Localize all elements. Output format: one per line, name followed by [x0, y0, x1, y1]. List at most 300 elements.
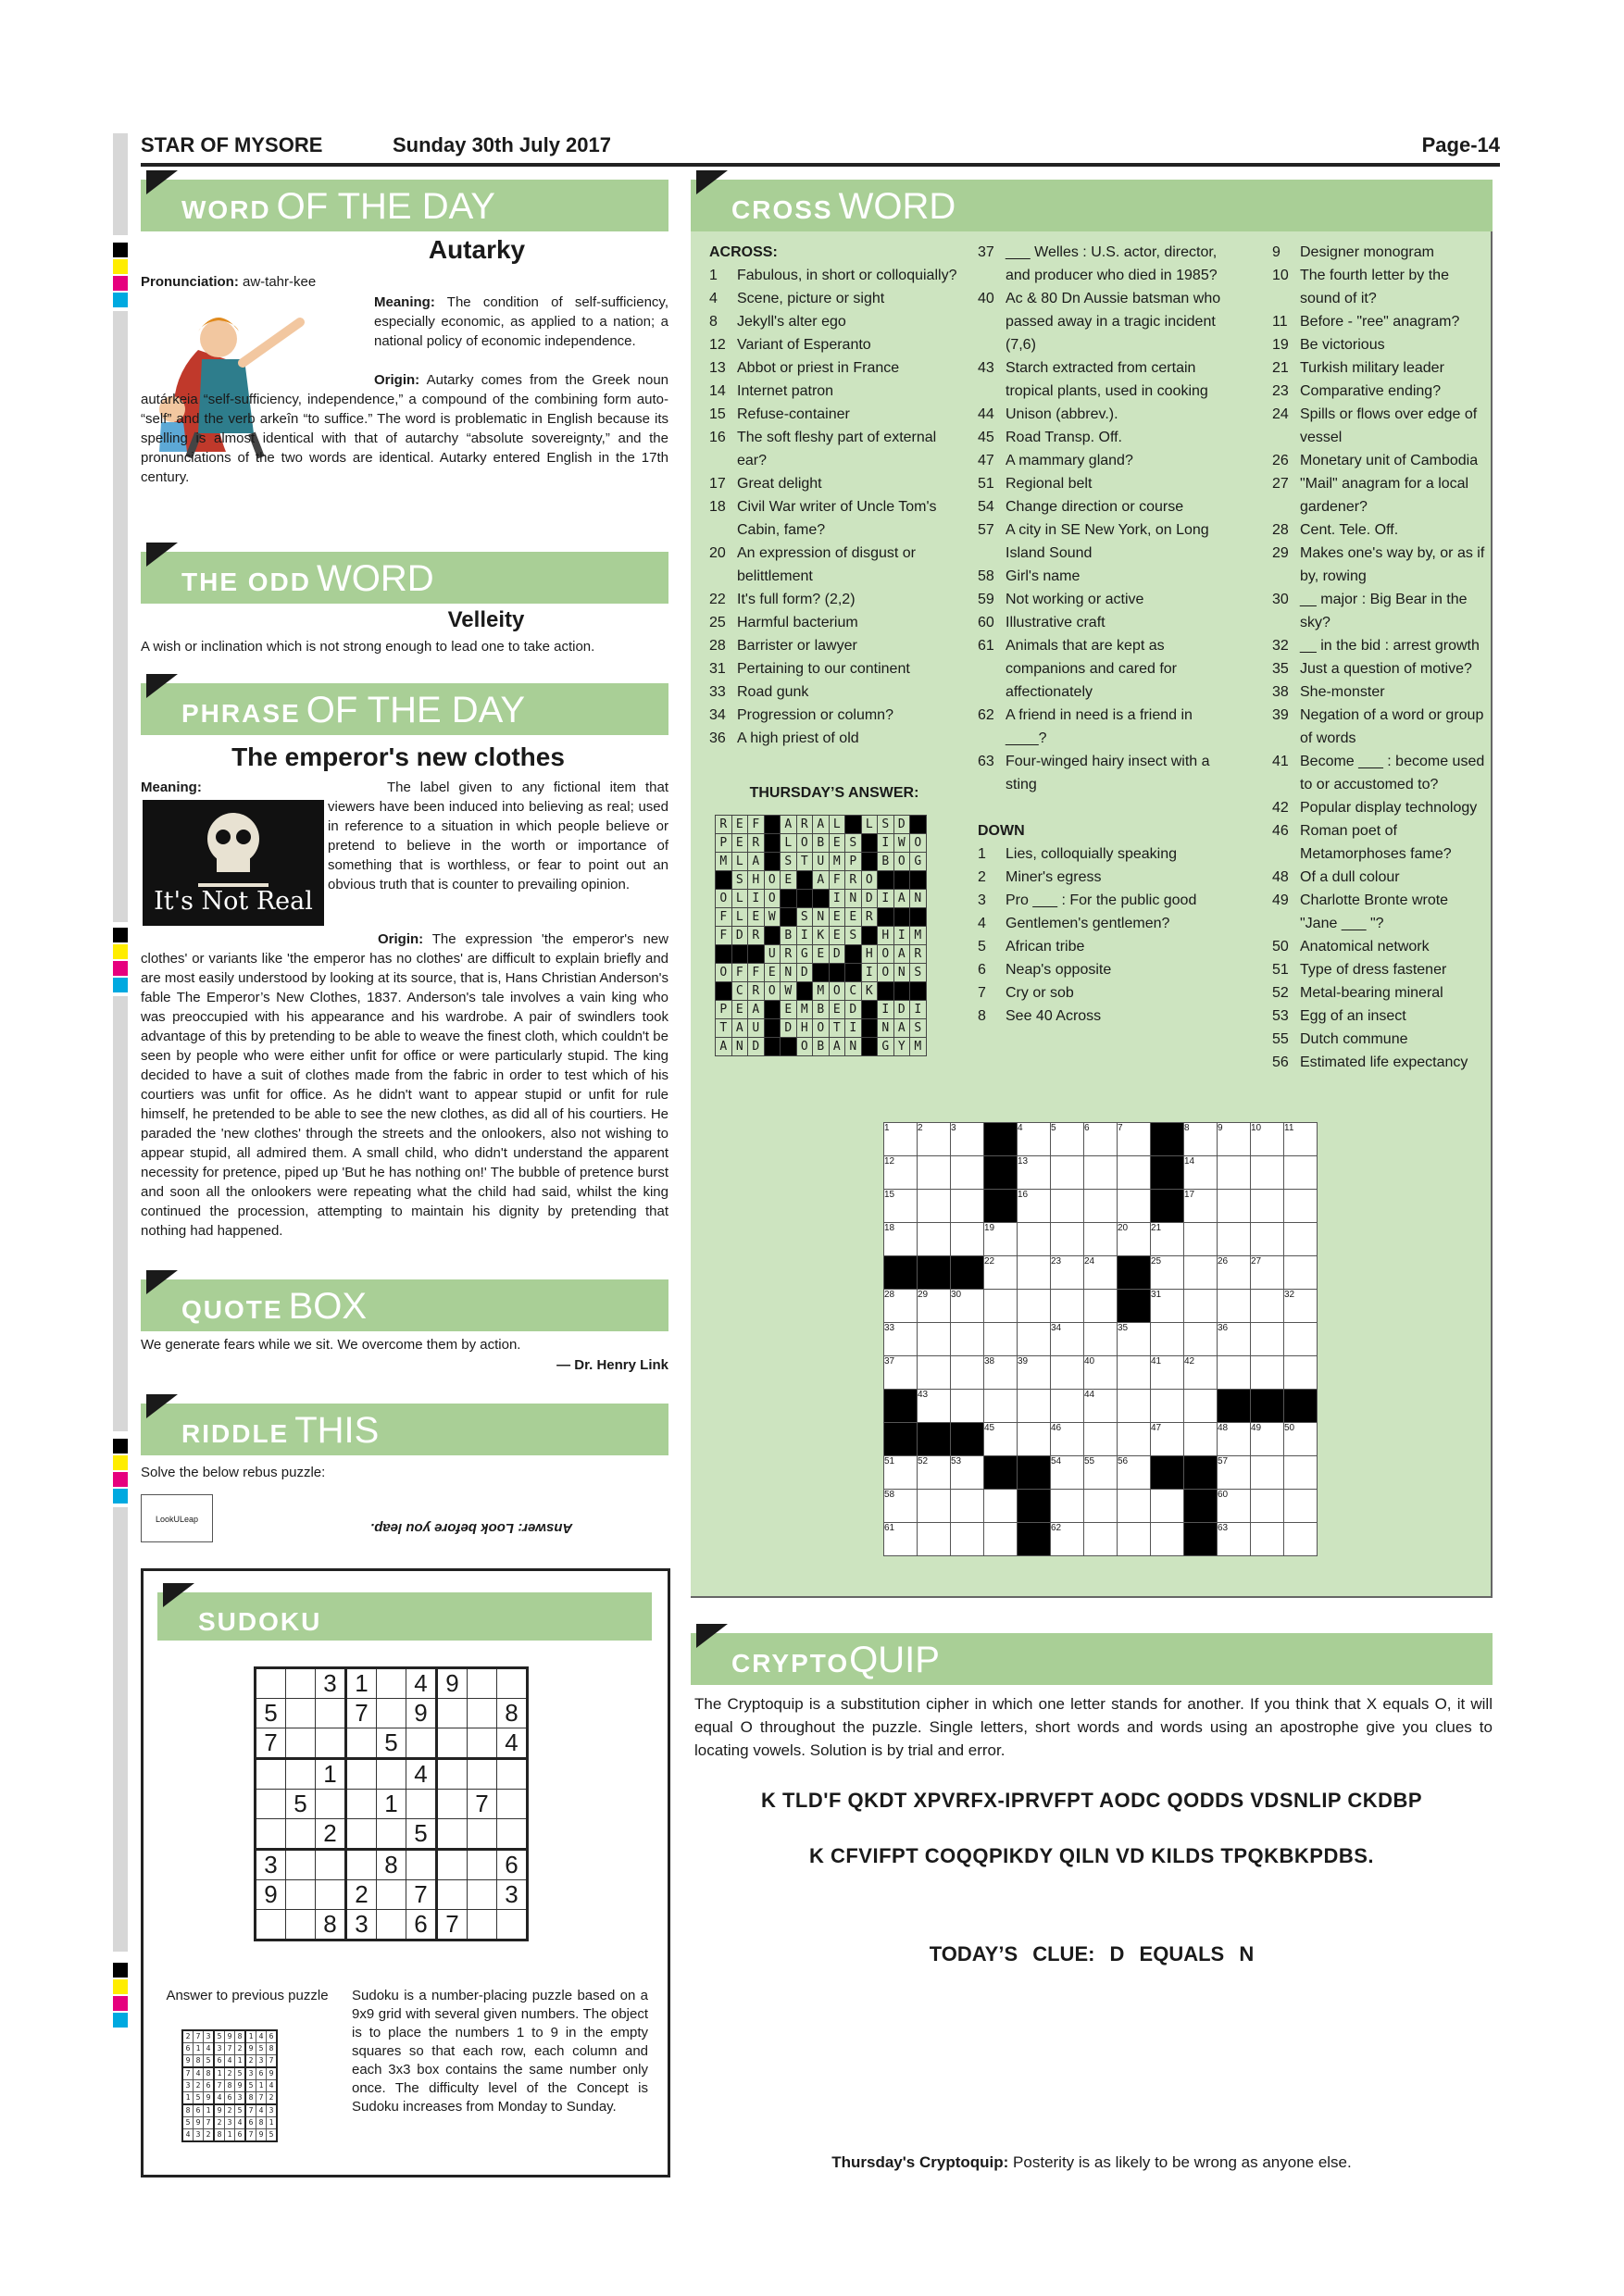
phrase-title: The emperor's new clothes	[231, 742, 565, 771]
previous-sudoku-cell: 5	[204, 2055, 215, 2068]
previous-sudoku-cell: 9	[235, 2080, 246, 2092]
cryptoquip-intro: The Cryptoquip is a substitution cipher in which one letter stands for another. If you think that X equals O, it will equal O throughout the puzzle. Single letters, short words and words using an apostrophe give you clues to locating vowels. Solution is by trial and error.	[694, 1695, 1493, 1759]
sudoku-cell	[406, 1790, 437, 1819]
previous-sudoku-grid	[181, 2029, 278, 2142]
answer-cell: N	[910, 890, 927, 908]
previous-sudoku-cell: 9	[225, 2030, 235, 2043]
crossword-cell[interactable]: 42	[1184, 1356, 1218, 1390]
answer-cell: M	[910, 1038, 927, 1056]
crossword-cell[interactable]	[1251, 1290, 1284, 1323]
previous-sudoku-cell: 1	[245, 2030, 256, 2043]
crossword-cell[interactable]: 47	[1151, 1423, 1184, 1456]
crossword-cell[interactable]	[1051, 1356, 1084, 1390]
crossword-cell[interactable]: 32	[1284, 1290, 1318, 1323]
sudoku-cell	[316, 1699, 346, 1728]
crossword-cell[interactable]: 30	[951, 1290, 984, 1323]
previous-sudoku-cell: 6	[182, 2043, 194, 2055]
crossword-block	[1151, 1456, 1184, 1490]
previous-sudoku-cell: 3	[204, 2030, 215, 2043]
crossword-cell[interactable]	[1218, 1290, 1251, 1323]
crossword-cell[interactable]: 54	[1051, 1456, 1084, 1490]
crossword-cell[interactable]	[1284, 1156, 1318, 1190]
crossword-block	[984, 1123, 1018, 1156]
clue-item: 42 Popular display technology	[1272, 800, 1478, 816]
previous-sudoku-cell: 9	[194, 2117, 204, 2129]
sudoku-cell	[468, 1699, 497, 1728]
crossword-cell[interactable]	[1118, 1490, 1151, 1523]
crossword-cell[interactable]: 63	[1218, 1523, 1251, 1556]
crossword-block	[884, 1423, 918, 1456]
crossword-cell[interactable]: 15	[884, 1190, 918, 1223]
crossword-cell[interactable]: 36	[1218, 1323, 1251, 1356]
answer-cell: D	[893, 1001, 910, 1019]
crossword-cell[interactable]	[1284, 1190, 1318, 1223]
answer-cell: I	[878, 890, 894, 908]
sudoku-cell	[256, 1759, 286, 1790]
crossword-cell[interactable]	[1018, 1256, 1051, 1290]
cryptoquip-line-1: K TLD'F QKDT XPVRFX-IPRVFPT AODC QODDS VDSNLIP CKDBP	[760, 1789, 1423, 1812]
crossword-cell[interactable]	[951, 1223, 984, 1256]
sudoku-cell	[377, 1759, 406, 1790]
crossword-cell[interactable]	[1151, 1323, 1184, 1356]
crossword-cell[interactable]: 29	[918, 1290, 951, 1323]
crossword-cell[interactable]: 31	[1151, 1290, 1184, 1323]
crossword-cell[interactable]	[1284, 1223, 1318, 1256]
crossword-cell[interactable]	[1118, 1423, 1151, 1456]
crossword-cell[interactable]: 56	[1118, 1456, 1151, 1490]
clue-item: 28 Barrister or lawyer	[709, 638, 857, 654]
crossword-cell[interactable]: 58	[884, 1490, 918, 1523]
crossword-cell[interactable]	[951, 1190, 984, 1223]
crossword-cell[interactable]	[1251, 1156, 1284, 1190]
quote-band: QUOTE BOX	[141, 1279, 668, 1331]
sudoku-cell	[437, 1759, 468, 1790]
clue-item: 15 Refuse-container	[709, 406, 850, 422]
previous-sudoku-cell: 2	[204, 2129, 215, 2142]
crossword-cell[interactable]	[1251, 1523, 1284, 1556]
crossword-cell[interactable]: 3	[951, 1123, 984, 1156]
crossword-cell[interactable]: 44	[1084, 1390, 1118, 1423]
crossword-cell[interactable]: 5	[1051, 1123, 1084, 1156]
crossword-block	[951, 1256, 984, 1290]
clue-item: 45 Road Transp. Off.	[978, 430, 1122, 445]
crossword-cell[interactable]	[918, 1323, 951, 1356]
crossword-cell[interactable]: 22	[984, 1256, 1018, 1290]
previous-sudoku-cell: 1	[194, 2043, 204, 2055]
crossword-cell[interactable]: 49	[1251, 1423, 1284, 1456]
crossword-cell[interactable]	[1251, 1223, 1284, 1256]
sudoku-band: SUDOKU	[157, 1592, 652, 1641]
answer-cell	[764, 834, 781, 853]
answer-cell: M	[910, 927, 927, 945]
crossword-cell[interactable]	[1051, 1290, 1084, 1323]
crossword-cell[interactable]: 6	[1084, 1123, 1118, 1156]
crossword-cell[interactable]	[1184, 1290, 1218, 1323]
crossword-cell[interactable]	[1284, 1456, 1318, 1490]
sudoku-cell	[346, 1728, 377, 1759]
color-swatch-cyan	[113, 2013, 128, 2028]
crossword-cell[interactable]	[1084, 1190, 1118, 1223]
crossword-cell[interactable]	[1151, 1390, 1184, 1423]
crossword-cell[interactable]	[918, 1190, 951, 1223]
answer-cell: B	[813, 834, 830, 853]
crossword-cell[interactable]: 52	[918, 1456, 951, 1490]
crossword-cell[interactable]	[1251, 1490, 1284, 1523]
sudoku-cell: 9	[437, 1668, 468, 1699]
crossword-cell[interactable]	[1084, 1490, 1118, 1523]
crossword-cell[interactable]	[984, 1490, 1018, 1523]
crossword-cell[interactable]	[1251, 1356, 1284, 1390]
previous-sudoku-cell: 5	[235, 2104, 246, 2117]
previous-sudoku-cell: 3	[267, 2104, 278, 2117]
sudoku-cell	[497, 1819, 528, 1850]
clue-item: 27 "Mail" anagram for a local gardener?	[1272, 476, 1469, 515]
previous-sudoku-cell: 2	[225, 2067, 235, 2080]
answer-cell: I	[878, 1001, 894, 1019]
answer-cell: D	[893, 816, 910, 834]
crossword-cell[interactable]	[1251, 1190, 1284, 1223]
crossword-cell[interactable]: 51	[884, 1456, 918, 1490]
clue-item: 31 Pertaining to our continent	[709, 661, 910, 677]
previous-sudoku-cell: 8	[182, 2104, 194, 2117]
crossword-cell[interactable]	[918, 1490, 951, 1523]
previous-sudoku-cell: 7	[245, 2129, 256, 2142]
crossword-cell[interactable]: 61	[884, 1523, 918, 1556]
answer-cell: T	[829, 1019, 845, 1038]
crossword-cell[interactable]: 1	[884, 1123, 918, 1156]
sudoku-cell	[286, 1850, 316, 1880]
sudoku-cell	[377, 1880, 406, 1910]
clue-item: 44 Unison (abbrev.).	[978, 406, 1118, 422]
answer-cell	[764, 1019, 781, 1038]
answer-cell	[845, 816, 862, 834]
answer-cell: D	[796, 964, 813, 982]
clue-item: 61 Animals that are kept as companions and cared for affectionately	[978, 638, 1177, 700]
sudoku-cell	[497, 1910, 528, 1940]
answer-cell	[764, 816, 781, 834]
crossword-cell[interactable]	[1284, 1490, 1318, 1523]
answer-cell: R	[861, 908, 878, 927]
answer-cell: K	[861, 982, 878, 1001]
answer-cell: N	[813, 908, 830, 927]
crossword-cell[interactable]	[1018, 1390, 1051, 1423]
crossword-cell[interactable]	[984, 1523, 1018, 1556]
crossword-cell[interactable]: 9	[1218, 1123, 1251, 1156]
crossword-cell[interactable]	[918, 1523, 951, 1556]
answer-cell: E	[731, 834, 748, 853]
crossword-cell[interactable]	[1184, 1223, 1218, 1256]
previous-sudoku-cell: 6	[256, 2067, 267, 2080]
crossword-cell[interactable]	[1018, 1290, 1051, 1323]
sudoku-cell	[346, 1790, 377, 1819]
sudoku-cell	[377, 1910, 406, 1940]
crossword-cell[interactable]: 12	[884, 1156, 918, 1190]
crossword-cell[interactable]	[1118, 1356, 1151, 1390]
answer-cell: I	[878, 834, 894, 853]
crossword-cell[interactable]: 17	[1184, 1190, 1218, 1223]
crossword-cell[interactable]: 26	[1218, 1256, 1251, 1290]
crossword-cell[interactable]	[951, 1156, 984, 1190]
clue-item: 52 Metal-bearing mineral	[1272, 985, 1443, 1001]
crossword-cell[interactable]	[1251, 1323, 1284, 1356]
odd-word-definition: A wish or inclination which is not strong enough to lead one to take action.	[141, 639, 595, 655]
crossword-cell[interactable]: 23	[1051, 1256, 1084, 1290]
sudoku-cell	[468, 1728, 497, 1759]
crossword-cell[interactable]: 40	[1084, 1356, 1118, 1390]
clue-item: 1 Lies, colloquially speaking	[978, 846, 1177, 862]
crossword-cell[interactable]	[1084, 1423, 1118, 1456]
clue-item: 26 Monetary unit of Cambodia	[1272, 453, 1479, 468]
answer-cell	[910, 871, 927, 890]
crossword-block	[1151, 1123, 1184, 1156]
crossword-cell[interactable]: 41	[1151, 1356, 1184, 1390]
crossword-cell[interactable]: 55	[1084, 1456, 1118, 1490]
previous-answer-label: Answer to previous puzzle	[166, 1988, 329, 2003]
crossword-block	[918, 1423, 951, 1456]
cryptoquip-line-2: K CFVIFPT COQQPIKDY QILN VD KILDS TPQKBKPDBS.	[808, 1844, 1375, 1867]
crossword-cell[interactable]	[1084, 1156, 1118, 1190]
previous-sudoku-cell: 6	[245, 2117, 256, 2129]
clue-item: 3 Pro ___ : For the public good	[978, 892, 1197, 908]
answer-cell: E	[829, 1001, 845, 1019]
crossword-cell[interactable]: 45	[984, 1423, 1018, 1456]
crossword-cell[interactable]	[1218, 1223, 1251, 1256]
crossword-cell[interactable]	[1218, 1156, 1251, 1190]
answer-cell: N	[878, 1019, 894, 1038]
crossword-cell[interactable]	[1218, 1356, 1251, 1390]
answer-cell: S	[796, 908, 813, 927]
previous-sudoku-cell: 4	[214, 2092, 225, 2105]
clue-item: 17 Great delight	[709, 476, 822, 492]
answer-cell: N	[893, 964, 910, 982]
crossword-cell[interactable]: 18	[884, 1223, 918, 1256]
sudoku-cell	[437, 1790, 468, 1819]
sudoku-cell: 7	[256, 1728, 286, 1759]
answer-cell: U	[748, 1019, 765, 1038]
crossword-cell[interactable]: 37	[884, 1356, 918, 1390]
sudoku-cell	[406, 1728, 437, 1759]
crossword-cell[interactable]: 11	[1284, 1123, 1318, 1156]
crossword-cell[interactable]: 21	[1151, 1223, 1184, 1256]
crossword-cell[interactable]: 43	[918, 1390, 951, 1423]
previous-sudoku-cell: 7	[245, 2104, 256, 2117]
crossword-cell[interactable]	[1051, 1390, 1084, 1423]
crossword-cell[interactable]	[1051, 1190, 1084, 1223]
answer-cell: N	[781, 964, 797, 982]
crossword-cell[interactable]	[951, 1523, 984, 1556]
crossword-cell[interactable]: 33	[884, 1323, 918, 1356]
sudoku-cell: 9	[256, 1880, 286, 1910]
crossword-cell[interactable]	[1018, 1323, 1051, 1356]
crossword-cell[interactable]: 62	[1051, 1523, 1084, 1556]
crossword-cell[interactable]	[1118, 1156, 1151, 1190]
clue-item: 19 Be victorious	[1272, 337, 1385, 353]
color-swatch-black	[113, 1439, 128, 1454]
answer-cell: F	[731, 964, 748, 982]
previous-sudoku-cell: 1	[214, 2067, 225, 2080]
crossword-cell[interactable]	[1184, 1323, 1218, 1356]
crossword-cell[interactable]	[1284, 1256, 1318, 1290]
crossword-cell[interactable]	[1284, 1523, 1318, 1556]
crossword-cell[interactable]	[1218, 1190, 1251, 1223]
sudoku-cell	[286, 1759, 316, 1790]
crossword-cell[interactable]	[951, 1323, 984, 1356]
crossword-cell[interactable]	[1184, 1423, 1218, 1456]
crossword-cell[interactable]	[1118, 1523, 1151, 1556]
answer-cell: R	[781, 945, 797, 964]
answer-cell: D	[829, 945, 845, 964]
answer-cell	[861, 1001, 878, 1019]
crossword-block	[1018, 1456, 1051, 1490]
crossword-cell[interactable]: 27	[1251, 1256, 1284, 1290]
answer-cell: G	[910, 853, 927, 871]
crossword-cell[interactable]: 10	[1251, 1123, 1284, 1156]
color-swatch-black	[113, 928, 128, 942]
crossword-block	[1151, 1190, 1184, 1223]
sudoku-cell	[286, 1910, 316, 1940]
sudoku-cell	[286, 1819, 316, 1850]
clue-item: 25 Harmful bacterium	[709, 615, 858, 630]
crossword-cell[interactable]	[1084, 1523, 1118, 1556]
crossword-cell[interactable]	[1251, 1456, 1284, 1490]
crossword-cell[interactable]	[951, 1356, 984, 1390]
crossword-cell[interactable]: 19	[984, 1223, 1018, 1256]
crossword-cell[interactable]: 34	[1051, 1323, 1084, 1356]
answer-cell	[796, 871, 813, 890]
answer-cell: N	[845, 1038, 862, 1056]
crossword-cell[interactable]	[918, 1356, 951, 1390]
clue-item: 51 Type of dress fastener	[1272, 962, 1447, 978]
crossword-cell[interactable]	[1084, 1223, 1118, 1256]
crossword-cell[interactable]	[1118, 1390, 1151, 1423]
sudoku-cell: 3	[346, 1910, 377, 1940]
crossword-cell[interactable]	[1018, 1223, 1051, 1256]
crossword-cell[interactable]: 16	[1018, 1190, 1051, 1223]
sudoku-cell: 6	[406, 1910, 437, 1940]
crossword-cell[interactable]: 20	[1118, 1223, 1151, 1256]
crossword-cell[interactable]	[1084, 1290, 1118, 1323]
previous-sudoku-cell: 2	[225, 2104, 235, 2117]
previous-sudoku-cell: 3	[256, 2055, 267, 2068]
crossword-cell[interactable]: 4	[1018, 1123, 1051, 1156]
previous-sudoku-cell: 7	[194, 2030, 204, 2043]
crossword-cell[interactable]: 60	[1218, 1490, 1251, 1523]
clue-item: 30 __ major : Big Bear in the sky?	[1272, 592, 1468, 630]
crossword-block	[984, 1190, 1018, 1223]
crossword-cell[interactable]	[1018, 1423, 1051, 1456]
crossword-cell[interactable]: 7	[1118, 1123, 1151, 1156]
answer-cell: B	[813, 1038, 830, 1056]
header-rule	[141, 163, 1500, 167]
answer-cell: L	[781, 834, 797, 853]
crossword-cell[interactable]	[951, 1490, 984, 1523]
answer-cell: O	[796, 834, 813, 853]
answer-cell	[716, 982, 732, 1001]
color-swatch-yellow	[113, 944, 128, 959]
answer-cell: P	[845, 853, 862, 871]
registration-bar	[113, 1507, 128, 1952]
clue-item: 36 A high priest of old	[709, 730, 859, 746]
answer-cell: A	[748, 853, 765, 871]
answer-cell	[781, 1038, 797, 1056]
sudoku-cell	[316, 1728, 346, 1759]
crossword-cell[interactable]: 48	[1218, 1423, 1251, 1456]
crossword-cell[interactable]	[1151, 1523, 1184, 1556]
crossword-cell[interactable]	[1184, 1256, 1218, 1290]
crossword-cell[interactable]: 2	[918, 1123, 951, 1156]
crossword-cell[interactable]: 25	[1151, 1256, 1184, 1290]
crossword-cell[interactable]	[1084, 1323, 1118, 1356]
crossword-cell[interactable]: 24	[1084, 1256, 1118, 1290]
crossword-cell[interactable]: 53	[951, 1456, 984, 1490]
answer-cell	[910, 908, 927, 927]
crossword-cell[interactable]: 8	[1184, 1123, 1218, 1156]
clue-item: 62 A friend in need is a friend in ____?	[978, 707, 1193, 746]
crossword-cell[interactable]: 28	[884, 1290, 918, 1323]
crossword-cell[interactable]	[1051, 1223, 1084, 1256]
clue-item: 5 African tribe	[978, 939, 1085, 955]
crossword-cell[interactable]: 39	[1018, 1356, 1051, 1390]
previous-sudoku-cell: 4	[256, 2030, 267, 2043]
answer-cell	[781, 908, 797, 927]
phrase-meaning-line: Meaning:	[141, 780, 202, 795]
crossword-cell[interactable]: 50	[1284, 1423, 1318, 1456]
answer-cell: B	[813, 1001, 830, 1019]
clue-item: 38 She-monster	[1272, 684, 1385, 700]
crossword-cell[interactable]: 57	[1218, 1456, 1251, 1490]
clue-item: 34 Progression or column?	[709, 707, 893, 723]
crossword-cell[interactable]	[984, 1290, 1018, 1323]
crossword-cell[interactable]: 46	[1051, 1423, 1084, 1456]
clue-item: 24 Spills or flows over edge of vessel	[1272, 406, 1478, 445]
answer-cell	[796, 890, 813, 908]
crossword-cell[interactable]	[1051, 1490, 1084, 1523]
crossword-cell[interactable]	[984, 1323, 1018, 1356]
crossword-cell[interactable]	[1284, 1323, 1318, 1356]
sudoku-cell	[377, 1699, 406, 1728]
answer-cell: F	[716, 927, 732, 945]
crossword-cell[interactable]	[918, 1223, 951, 1256]
crossword-block	[884, 1390, 918, 1423]
crossword-cell[interactable]	[1284, 1356, 1318, 1390]
across-clues	[709, 241, 959, 750]
answer-cell	[861, 1038, 878, 1056]
crossword-cell[interactable]: 35	[1118, 1323, 1151, 1356]
answer-cell: S	[845, 834, 862, 853]
answer-cell: O	[764, 871, 781, 890]
clue-item: 2 Miner's egress	[978, 869, 1102, 885]
down-clues-continued	[1272, 241, 1487, 1074]
crossword-cell[interactable]	[1184, 1390, 1218, 1423]
phrase-origin: Origin: The expression 'the emperor's new clothes' or variants like 'the emperor has no clothes' are difficult to explain briefly and are most easily understood by looking at its source, that is, Hans Christian Anderson's fable The Emperor’s New Clothes, 1837. Anderson's tale involves a vain king who was preoccupied with his appearance and his wardrobe. A pair of swindlers took advantage of this by pretending to be able to weave the finest cloth, which couldn't be seen by people who were either unfit for office or were particularly stupid. The king decided to have a suit of clothes made from the fabric in order to test which of his courtiers was unfit for office. As he didn't want to appear stupid or unfit for rule himself, he pretended to be able to see the new clothes, as did all of his courtiers. He paraded the 'new clothes' through the streets and the onlookers, also not wishing to appear stupid, all admired them. A small child, who didn't understand the apparent necessity for pretence, piped up 'But he has nothing on!' The bubble of pretence burst and soon all the onlookers were repeating what the child had said, whilst the king continued the procession, attempting to maintain his dignity by pretending that nothing had happened.	[141, 931, 668, 1239]
sudoku-cell: 8	[377, 1850, 406, 1880]
crossword-cell[interactable]	[984, 1390, 1018, 1423]
clue-item: 6 Neap's opposite	[978, 962, 1112, 978]
answer-cell	[764, 1001, 781, 1019]
answer-cell: S	[910, 1019, 927, 1038]
crossword-cell[interactable]	[951, 1390, 984, 1423]
crossword-cell[interactable]: 14	[1184, 1156, 1218, 1190]
crossword-cell[interactable]	[1051, 1156, 1084, 1190]
crossword-cell[interactable]: 38	[984, 1356, 1018, 1390]
crossword-cell[interactable]	[1118, 1190, 1151, 1223]
clue-item: 22 It's full form? (2,2)	[709, 592, 856, 607]
crossword-cell[interactable]	[918, 1156, 951, 1190]
answer-cell	[910, 816, 927, 834]
crossword-block	[1218, 1390, 1251, 1423]
crossword-cell[interactable]	[1151, 1490, 1184, 1523]
crossword-cell[interactable]: 13	[1018, 1156, 1051, 1190]
